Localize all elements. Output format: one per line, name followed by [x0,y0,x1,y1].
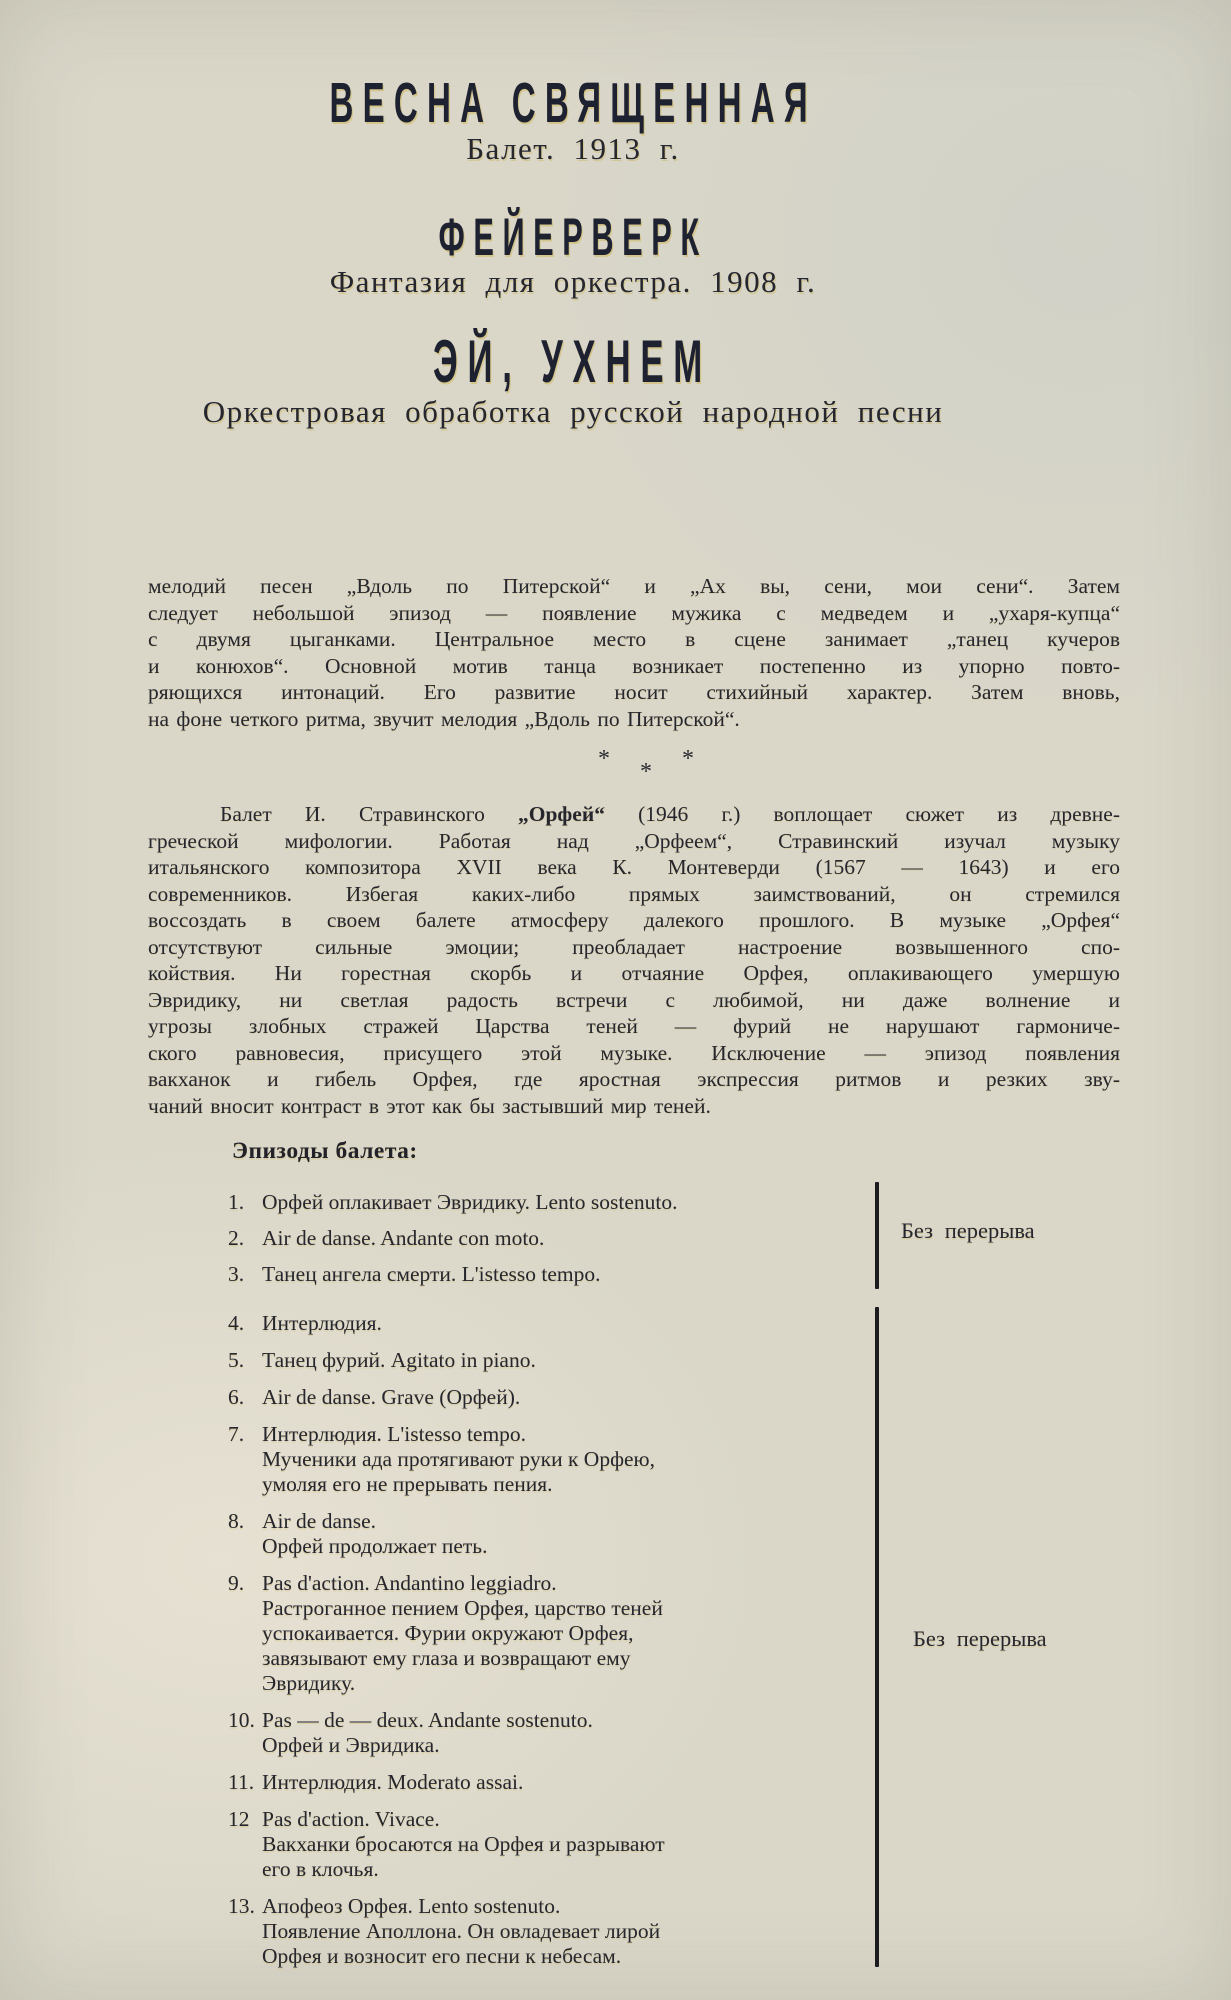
no-break-bracket-1 [875,1182,879,1289]
asterisk-icon: * [598,746,610,772]
text-line: Pas — de — deux. Andante sostenuto. [262,1708,593,1732]
episode-number: 4. [228,1311,245,1335]
text-line: на фоне четкого ритма, звучит мелодия „Вдоль по Питерской“. [148,706,740,731]
episode-text [262,1571,868,1696]
text-line: и конюхов“. Основной мотив танца возникает постепенно из упорно повто- [148,653,1120,678]
text-line: итальянского композитора XVII века К. Монтеверди (1567 — 1643) и его [148,855,1120,879]
text-line: Air de danse. Grave (Орфей). [262,1385,521,1409]
text-line: Интерлюдия. Moderato assai. [262,1770,524,1794]
episode-text [262,1311,868,1336]
episode-item [228,1509,868,1559]
episode-number: 3. [228,1262,245,1286]
episode-number: 8. [228,1509,245,1533]
text-line: Pas d'action. Andantino leggiadro. [262,1571,557,1595]
work-subtitle-ey-ukhnem: Оркестровая обработка русской народной песни [202,394,944,429]
text-line: греческой мифологии. Работая над „Орфеем“, Стравинский изучал музыку [148,828,1120,853]
text-line: вакханок и гибель Орфея, где яростная экспрессия ритмов и резких зву- [148,1067,1120,1091]
text-line: Орфей продолжает петь. [262,1534,488,1558]
episode-item [228,1571,868,1696]
episode-item [228,1807,868,1882]
text-line: Апофеоз Орфея. Lento sostenuto. [262,1894,561,1918]
text-line: с двумя цыганками. Центральное место в сцене занимает „танец кучеров [148,627,1120,651]
text-line [148,801,1120,828]
text-line: мелодий песен „Вдоль по Питерской“ и „Ах вы, сени, мои сени“. Затем [148,574,1120,598]
asterisk-icon: * [640,759,652,785]
text-line: Интерлюдия. [262,1311,382,1335]
text-line: Air de danse. Andante con moto. [262,1226,545,1250]
episodes-heading: Эпизоды балета: [232,1138,418,1164]
episode-number: 12 [228,1807,250,1831]
episodes-group-1 [228,1190,868,1298]
text-line: ряющихся интонаций. Его развитие носит стихийный характер. Затем вновь, [148,680,1120,704]
episode-number: 1. [228,1190,245,1214]
text-line: чаний вносит контраст в этот как бы застывший мир теней. [148,1093,711,1118]
episode-number: 7. [228,1422,245,1446]
text-line: угрозы злобных стражей Царства теней — фурий не нарушают гармониче- [148,1014,1120,1038]
text-line: воссоздать в своем балете атмосферу далекого прошлого. В музыке „Орфея“ [148,908,1120,932]
episode-number: 13. [228,1894,255,1918]
episode-text [262,1422,868,1497]
episode-number: 9. [228,1571,245,1595]
asterism-separator [160,746,1132,785]
episode-item [228,1190,868,1215]
text-line: успокаивается. Фурии окружают Орфея, [262,1621,634,1645]
text-line: ского равновесия, присущего этой музыке. Исключение — эпизод появления [148,1040,1120,1065]
text-line: современников. Избегая каких-либо прямых заимствований, он стремился [148,881,1120,906]
episode-number: 2. [228,1226,245,1250]
episode-item [228,1226,868,1251]
episode-text [262,1770,868,1795]
episode-item [228,1894,868,1969]
episodes-group-2 [228,1311,868,1981]
text-line: Растроганное пением Орфея, царство теней [262,1596,663,1620]
text-segment: Балет И. Стравинского [220,802,518,826]
work-title-text: ЭЙ, УХНЕМ [433,328,713,395]
episode-text [262,1226,868,1251]
text-line: отсутствуют сильные эмоции; преобладает настроение возвышенного спо- [148,934,1120,959]
episode-text [262,1708,868,1758]
episode-text [262,1894,868,1969]
text-line: Орфея и возносит его песни к небесам. [262,1944,622,1968]
work-title-text: ВЕСНА СВЯЩЕННАЯ [329,71,817,135]
text-line: Появление Аполлона. Он овладевает лирой [262,1919,661,1943]
text-line: Вакханки бросаются на Орфея и разрывают [262,1832,665,1856]
episode-number: 10. [228,1708,255,1732]
paragraph-orpheus [148,801,1120,1119]
text-line: завязывают ему глаза и возвращают ему [262,1646,631,1670]
no-break-label-1: Без перерыва [901,1218,1035,1243]
text-line: Pas d'action. Vivace. [262,1807,440,1831]
episode-text [262,1385,868,1410]
episode-number: 6. [228,1385,245,1409]
text-line: Интерлюдия. L'istesso tempo. [262,1422,527,1446]
work-title-ey-ukhnem [148,328,998,395]
text-line: следует небольшой эпизод — появление мужика с медведем и „ухаря-купца“ [148,600,1120,625]
work-subtitle-vesna: Балет. 1913 г. [466,131,680,166]
text-line: умоляя его не прерывать пения. [262,1472,553,1496]
episode-item [228,1770,868,1795]
episode-text [262,1190,868,1215]
episode-number: 11. [228,1770,255,1794]
episode-item [228,1422,868,1497]
episode-item [228,1348,868,1373]
episode-text [262,1348,868,1373]
episode-item [228,1385,868,1410]
no-break-label-2: Без перерыва [913,1626,1047,1651]
text-line: его в клочья. [262,1857,379,1881]
work-title-feierverk [148,208,998,267]
episode-item [228,1708,868,1758]
paragraph-petrushka-scene [148,573,1120,732]
episode-item [228,1262,868,1287]
work-title-vesna [148,71,998,135]
episode-number: 5. [228,1348,245,1372]
text-line: Танец фурий. Agitato in piano. [262,1348,536,1372]
episode-text [262,1262,868,1287]
episode-text [262,1509,868,1559]
text-line: койствия. Ни горестная скорбь и отчаяние Орфея, оплакивающего умершую [148,961,1120,985]
work-title-text: ФЕЙЕРВЕРК [438,208,708,267]
text-segment: (1946 г.) воплощает сюжет из древне- [604,802,1120,826]
text-line: Танец ангела смерти. L'istesso tempo. [262,1262,601,1286]
text-line: Мученики ада протягивают руки к Орфею, [262,1447,655,1471]
text-line: Орфей оплакивает Эвридику. Lento sostenuto. [262,1190,678,1214]
text-line: Орфей и Эвридика. [262,1733,440,1757]
work-subtitle-feierverk: Фантазия для оркестра. 1908 г. [329,264,817,299]
episode-text [262,1807,868,1882]
no-break-bracket-2 [875,1307,879,1967]
episode-item [228,1311,868,1336]
asterisk-icon: * [682,746,694,772]
text-line: Air de danse. [262,1509,377,1533]
work-name-bold: „Орфей“ [517,802,605,826]
text-line: Эвридику. [262,1671,356,1695]
text-line: Эвридику, ни светлая радость встречи с любимой, ни даже волнение и [148,987,1120,1012]
